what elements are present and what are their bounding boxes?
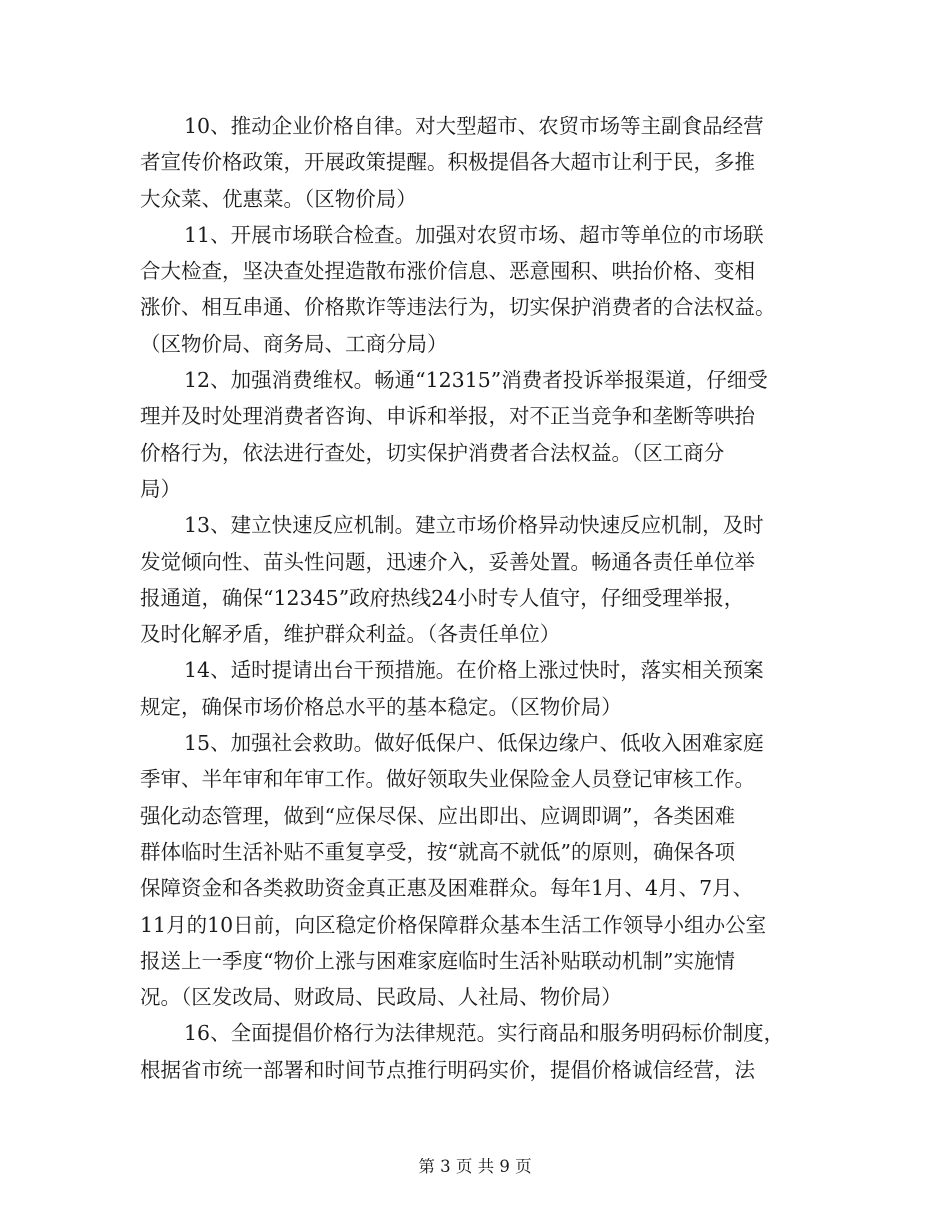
text-line: 11、开展市场联合检查。加强对农贸市场、超市等单位的市场联 bbox=[184, 222, 764, 247]
text-line: 者宣传价格政策，开展政策提醒。积极提倡各大超市让利于民，多推 bbox=[140, 150, 755, 175]
text-line: 10、推动企业价格自律。对大型超市、农贸市场等主副食品经营 bbox=[184, 114, 764, 138]
text-line: 涨价、相互串通、价格欺诈等违法行为，切实保护消费者的合法权益。 bbox=[140, 295, 776, 320]
text-line: 强化动态管理，做到“应保尽保、应出即出、应调即调”，各类困难 bbox=[140, 803, 735, 828]
text-line: 季审、半年审和年审工作。做好领取失业保险金人员登记审核工作。 bbox=[140, 767, 755, 792]
text-line: 及时化解矛盾，维护群众利益。（各责任单位） bbox=[140, 622, 561, 647]
text-line: 理并及时处理消费者咨询、申诉和举报，对不正当竞争和垄断等哄抬 bbox=[140, 404, 755, 429]
text-line: 11月的10日前，向区稳定价格保障群众基本生活工作领导小组办公室 bbox=[140, 912, 767, 937]
text-line: 规定，确保市场价格总水平的基本稳定。（区物价局） bbox=[140, 694, 622, 719]
text-line: 根据省市统一部署和时间节点推行明码实价，提倡价格诚信经营，法 bbox=[140, 1057, 755, 1082]
text-line: 13、建立快速反应机制。建立市场价格异动快速反应机制，及时 bbox=[184, 513, 764, 538]
text-line: 群体临时生活补贴不重复享受，按“就高不就低”的原则，确保各项 bbox=[140, 839, 735, 864]
text-line: 14、适时提请出台干预措施。在价格上涨过快时，落实相关预案 bbox=[184, 658, 764, 683]
page-footer: 第 3 页 共 9 页 bbox=[418, 1157, 532, 1176]
text-line: （区物价局、商务局、工商分局） bbox=[140, 331, 448, 356]
text-line: 况。（区发改局、财政局、民政局、人社局、物价局） bbox=[140, 985, 622, 1010]
text-line: 12、加强消费维权。畅通“12315”消费者投诉举报渠道，仔细受 bbox=[184, 368, 768, 393]
text-line: 大众菜、优惠菜。（区物价局） bbox=[140, 186, 417, 211]
text-line: 报通道，确保“12345”政府热线24小时专人值守，仔细受理举报， bbox=[140, 585, 745, 610]
text-line: 价格行为，依法进行查处，切实保护消费者合法权益。（区工商分 bbox=[140, 440, 725, 465]
text-line: 局） bbox=[140, 476, 181, 501]
text-line: 保障资金和各类救助资金真正惠及困难群众。每年1月、4月、7月、 bbox=[140, 876, 754, 901]
text-line: 合大检查，坚决查处捏造散布涨价信息、恶意囤积、哄抬价格、变相 bbox=[140, 259, 755, 284]
text-line: 16、全面提倡价格行为法律规范。实行商品和服务明码标价制度， bbox=[184, 1021, 785, 1046]
text-line: 15、加强社会救助。做好低保户、低保边缘户、低收入困难家庭 bbox=[184, 731, 764, 756]
text-line: 发觉倾向性、苗头性问题，迅速介入，妥善处置。畅通各责任单位举 bbox=[140, 549, 755, 574]
document-body bbox=[140, 108, 812, 1088]
text-line: 报送上一季度“物价上涨与困难家庭临时生活补贴联动机制”实施情 bbox=[140, 948, 735, 973]
